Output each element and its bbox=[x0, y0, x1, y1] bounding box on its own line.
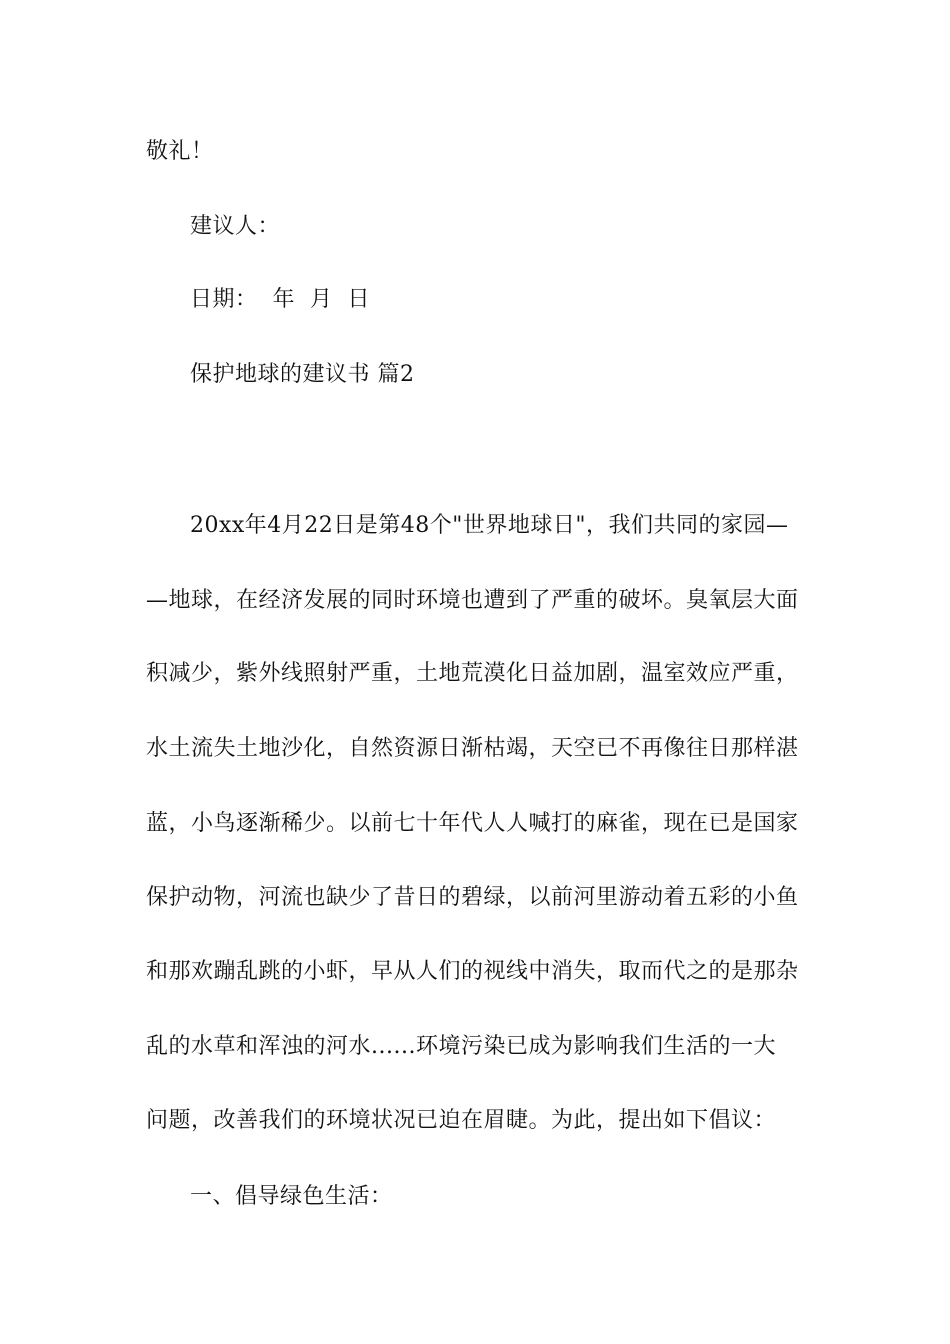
closing-salutation: 敬礼！ bbox=[146, 139, 214, 164]
signer-label: 建议人： bbox=[190, 214, 281, 239]
body-line: 保护动物，河流也缺少了昔日的碧绿，以前河里游动着五彩的小鱼 bbox=[146, 885, 799, 910]
date-label: 日期： 年 月 日 bbox=[190, 287, 370, 312]
body-line: 积减少，紫外线照射严重，土地荒漠化日益加剧，温室效应严重， bbox=[146, 661, 799, 686]
body-line: 乱的水草和浑浊的河水......环境污染已成为影响我们生活的一大 bbox=[146, 1034, 776, 1059]
body-line: 和那欢蹦乱跳的小虾，早从人们的视线中消失，取而代之的是那杂 bbox=[146, 959, 799, 984]
subheading: 一、倡导绿色生活： bbox=[190, 1184, 393, 1209]
body-line: —地球，在经济发展的同时环境也遭到了严重的破坏。臭氧层大面 bbox=[146, 588, 799, 613]
body-line: 蓝，小鸟逐渐稀少。以前七十年代人人喊打的麻雀，现在已是国家 bbox=[146, 811, 799, 836]
body-line: 20xx年4月22日是第48个"世界地球日"，我们共同的家园— bbox=[190, 513, 789, 538]
body-line: 水土流失土地沙化，自然资源日渐枯竭，天空已不再像往日那样湛 bbox=[146, 736, 799, 761]
section-title: 保护地球的建议书 篇2 bbox=[190, 362, 415, 387]
body-line: 问题，改善我们的环境状况已迫在眉睫。为此，提出如下倡议： bbox=[146, 1108, 777, 1133]
